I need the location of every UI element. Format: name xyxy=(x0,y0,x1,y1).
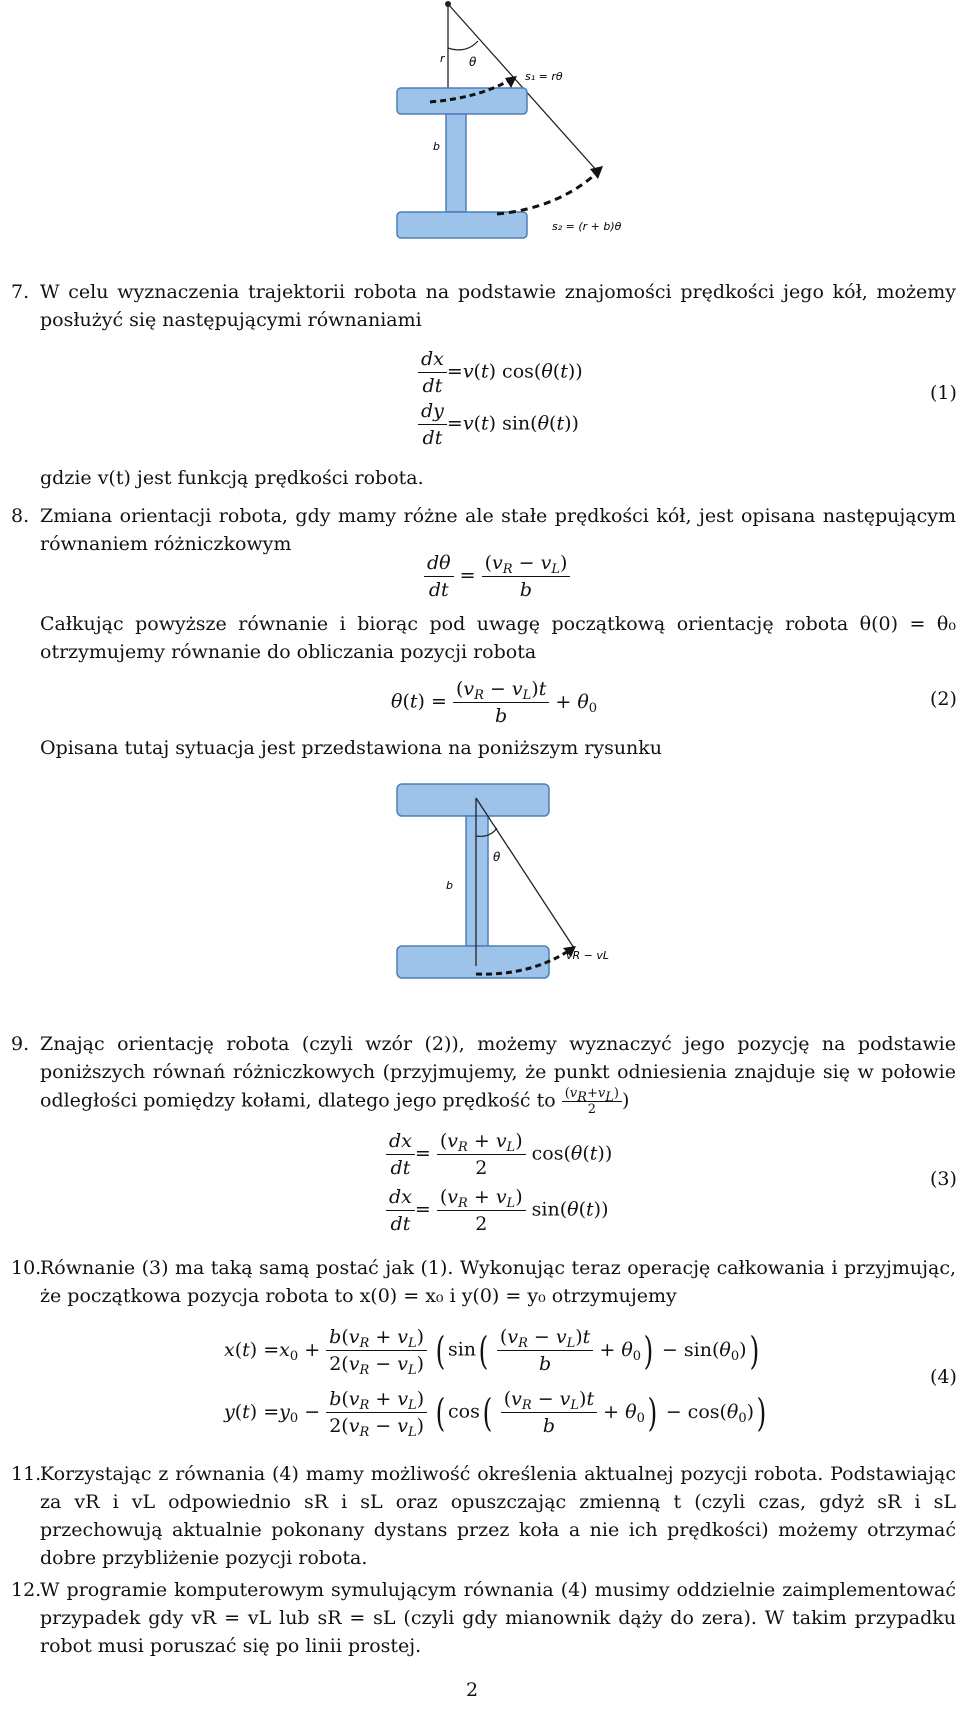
item9-text: Znając orientację robota (czyli wzór (2)), możemy wyznaczyć jego pozycję na podstawie poniższych równań różniczkowych (przyjmujemy, że punkt odniesienia znajduje się w połowie odległości pomiędzy kołami, dlatego jego prędkość to $\frac{(v_R+v_L)}{2}$ ) xyxy=(40,1033,956,1117)
page-number: 2 xyxy=(466,1679,479,1701)
item9-text-body: Znając orientację robota (czyli wzór (2)), możemy wyznaczyć jego pozycję na podstawie poniższych równań różniczkowych (przyjmujemy, że punkt odniesienia znajduje się w połowie odległości pomiędzy kołami, dlatego jego prędkość to xyxy=(40,1033,956,1112)
equation-2: θ(t) = $\frac{(v_R - v_L)t}{b}$ + $\theta_0$ xyxy=(391,678,598,727)
item8-text2: Całkując powyższe równanie i biorąc pod uwagę początkową orientację robota θ(0) = θ₀ otrzymujemy równanie do obliczania pozycji robota xyxy=(40,613,956,663)
item11-text: Korzystając z równania (4) mamy możliwość określenia aktualnej pozycji robota. Podstawiając za vR i vL odpowiednio sR i sL oraz opuszczając zmienną t (czyli czas, gdyż sR i sL przechowują aktualnie pokonany dystans przez koła a nie ich prędkości) możemy otrzymać dobre przybliżenie pozycji robota. xyxy=(40,1463,956,1569)
fig2-b-label: b xyxy=(446,879,453,892)
fig1-s1-label: s₁ = rθ xyxy=(525,70,563,83)
item9-number: 9. xyxy=(11,1033,30,1055)
eq-number-1: (1) xyxy=(930,382,957,404)
item12-text: W programie komputerowym symulującym równania (4) musimy oddzielnie zaimplementować przypadek gdy vR = vL lub sR = sL (czyli gdy mianownik dąży do zera). W takim przypadku robot musi poruszać się po linii prostej. xyxy=(40,1579,956,1657)
item10-number: 10. xyxy=(11,1257,42,1279)
fig1-s2-label: s₂ = (r + b)θ xyxy=(552,220,622,233)
item12-number: 12. xyxy=(11,1579,42,1601)
item10-text: Równanie (3) ma taką samą postać jak (1). Wykonując teraz operację całkowania i przyjmując, że początkowa pozycja robota to x(0) = x₀ i y(0) = y₀ otrzymujemy xyxy=(40,1257,956,1307)
equation-4a: $x(t) =x_0$ + $\frac{b(v_R + v_L)}{2(v_R - v_L)}$ ( sin( $\frac{(v_R - v_L)t}{b}$ + $\theta_0) - \sin(\theta_0)$) xyxy=(224,1326,759,1378)
item11-number: 11. xyxy=(11,1463,42,1485)
fig1-theta-label: θ xyxy=(469,55,477,69)
equation-dtheta: $\frac{d\theta}{dt}$ = $\frac{(v_R - v_L)}{b}$ xyxy=(424,550,570,603)
velocity-fraction: $\frac{(v_R+v_L)}{2}$ xyxy=(562,1086,622,1117)
fig1-r-label: r xyxy=(440,52,445,65)
item8-number: 8. xyxy=(11,505,30,527)
fig2-vr-vl-label: vR − vL xyxy=(566,949,610,962)
item7-after: gdzie v(t) jest funkcją prędkości robota. xyxy=(40,467,424,489)
equation-1b: $\frac{dy}{dt}$ =v(t) sin(θ(t)) xyxy=(418,398,579,451)
equation-3a: $\frac{dx}{dt}$ = $\frac{(v_R + v_L)}{2}$ cos(θ(t)) xyxy=(386,1128,612,1181)
eq-number-4: (4) xyxy=(930,1366,957,1388)
fig1-b-label: b xyxy=(433,140,440,153)
equation-4b: $y(t) =y_0$ − $\frac{b(v_R + v_L)}{2(v_R - v_L)}$ ( cos( $\frac{(v_R - v_L)t}{b}$ + $\theta_0) - \cos(\theta_0)$) xyxy=(224,1388,767,1440)
item8-text3: Opisana tutaj sytuacja jest przedstawiona na poniższym rysunku xyxy=(40,737,663,759)
figure-robot-arc xyxy=(0,0,960,260)
item8-text: Zmiana orientacji robota, gdy mamy różne ale stałe prędkości kół, jest opisana następującym równaniem różniczkowym xyxy=(40,505,956,555)
fig2-theta-label: θ xyxy=(493,850,501,864)
figure-robot-rotation xyxy=(0,776,960,996)
item7-text: W celu wyznaczenia trajektorii robota na podstawie znajomości prędkości jego kół, możemy posłużyć się następującymi równaniami xyxy=(40,281,956,331)
equation-3b: $\frac{dx}{dt}$ = $\frac{(v_R + v_L)}{2}$ sin(θ(t)) xyxy=(386,1184,608,1237)
item7-number: 7. xyxy=(11,281,30,303)
eq-number-3: (3) xyxy=(930,1168,957,1190)
eq-number-2: (2) xyxy=(930,688,957,710)
equation-1: $\frac{dx}{dt}$ =v(t) cos(θ(t)) xyxy=(418,346,583,399)
